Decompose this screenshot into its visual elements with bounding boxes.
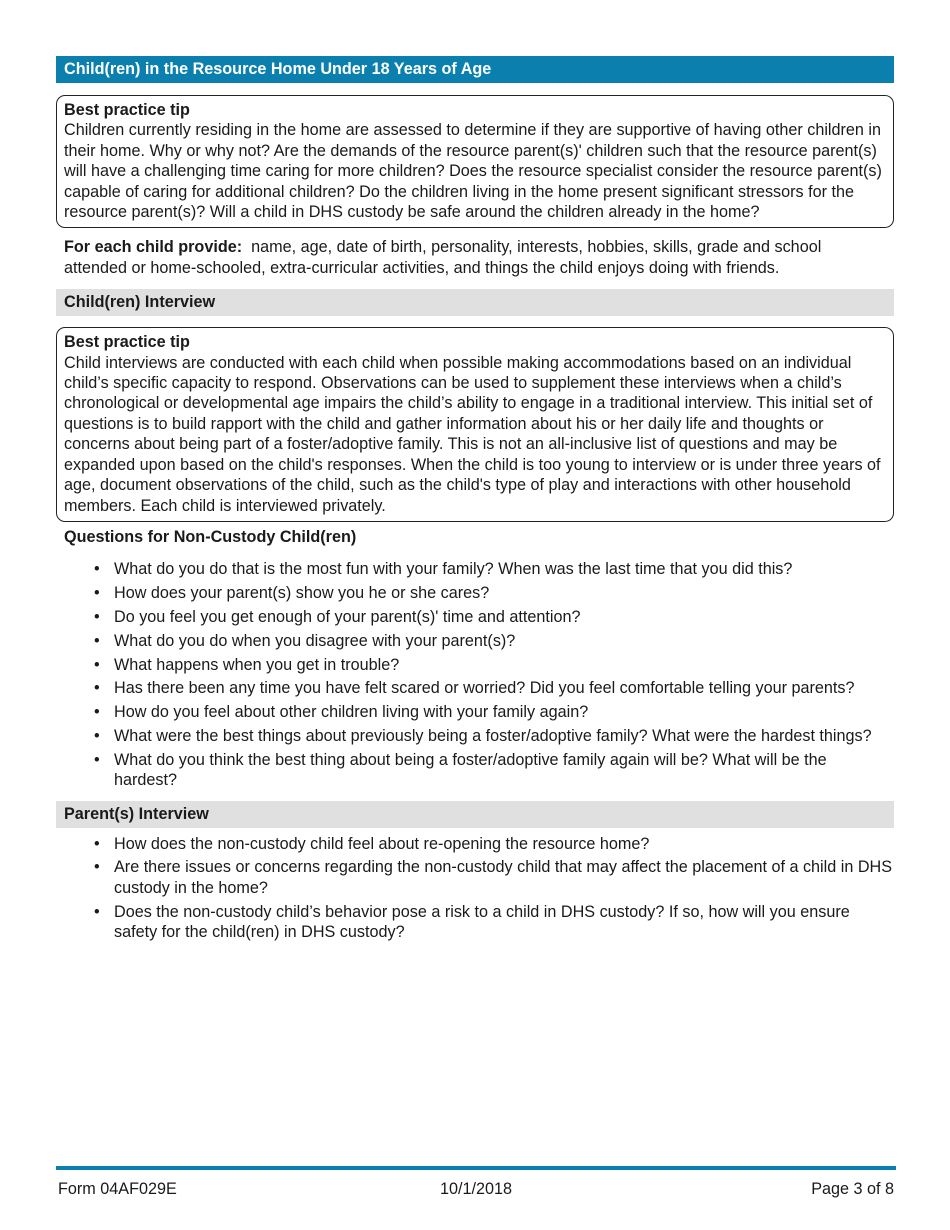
- list-item: • What do you think the best thing about being a foster/adoptive family again will be? What will be the hardest?: [94, 750, 827, 790]
- provide-paragraph: [56, 237, 894, 278]
- provide-label: For each child provide:: [64, 238, 243, 257]
- list-item: • What do you do that is the most fun with your family? When was the last time that you did this?: [94, 560, 793, 579]
- bullet: •: [94, 655, 100, 674]
- bullet: •: [94, 726, 100, 745]
- page-footer: [58, 1179, 894, 1199]
- bullet: •: [94, 679, 100, 698]
- document-page: [56, 56, 894, 946]
- bullet: •: [94, 607, 100, 626]
- list-item: • How does the non-custody child feel about re-opening the resource home?: [94, 834, 650, 853]
- bullet: •: [94, 584, 100, 603]
- provide-text: name, age, date of birth, personality, interests, hobbies, skills, grade and school attended or home-schooled, extra-curricular activities, and things the child enjoys doing with friends.: [64, 238, 822, 277]
- bullet: •: [94, 834, 100, 853]
- bullet: •: [94, 703, 100, 722]
- parents-interview-header: Parent(s) Interview: [56, 801, 894, 828]
- footer-form-number: Form 04AF029E: [58, 1180, 177, 1198]
- bullet: •: [94, 631, 100, 650]
- footer-divider: [56, 1166, 896, 1170]
- list-item: • What do you do when you disagree with your parent(s)?: [94, 631, 516, 650]
- list-item: • How do you feel about other children living with your family again?: [94, 703, 589, 722]
- tip-title: Best practice tip: [64, 333, 190, 352]
- footer-page-number: Page 3 of 8: [811, 1180, 895, 1198]
- noncustody-questions-heading: Questions for Non-Custody Child(ren): [64, 527, 357, 546]
- tip-text: Child interviews are conducted with each child when possible making accommodations based on an individual child’s specific capacity to respond. Observations can be used to supplement these interviews when a child’s chronological or developmental age impairs the child’s ability to engage in a traditional interview. This initial set of questions is to build rapport with the child and gather information about his or her daily life and thoughts or concerns about being part of a foster/adoptive family. This is not an all-inclusive list of questions and may be expanded upon based on the child's responses. When the child is too young to interview or is under three years of age, document observations of the child, such as the child's type of play and interactions with other household members. Each child is interviewed privately.: [64, 353, 881, 515]
- bullet: •: [94, 750, 100, 769]
- bullet: •: [94, 858, 100, 877]
- list-item: • Does the non-custody child’s behavior pose a risk to a child in DHS custody? If so, how will you ensure safety for the child(ren) in DHS custody?: [94, 902, 850, 941]
- footer-date: 10/1/2018: [440, 1180, 513, 1198]
- child-interview-header: Child(ren) Interview: [56, 289, 894, 316]
- list-item: • Do you feel you get enough of your parent(s)' time and attention?: [94, 607, 581, 626]
- bullet: •: [94, 560, 100, 579]
- list-item: • Has there been any time you have felt scared or worried? Did you feel comfortable telling your parents?: [94, 679, 855, 698]
- bullet: •: [94, 902, 100, 921]
- list-item: • How does your parent(s) show you he or she cares?: [94, 584, 490, 603]
- list-item: • What were the best things about previously being a foster/adoptive family? What were the hardest things?: [94, 726, 872, 745]
- best-practice-tip-box-2: [56, 327, 894, 522]
- best-practice-tip-box-1: [56, 95, 894, 228]
- tip-title: Best practice tip: [64, 101, 190, 119]
- noncustody-questions-list: [56, 559, 894, 790]
- main-section-header: Child(ren) in the Resource Home Under 18 Years of Age: [56, 56, 894, 83]
- list-item: • What happens when you get in trouble?: [94, 655, 400, 674]
- parents-questions-list: [56, 834, 894, 943]
- tip-text: Children currently residing in the home are assessed to determine if they are supportive of having other children in their home. Why or why not? Are the demands of the resource parent(s)' children such that the resource parent(s) will have a challenging time caring for more children? Does the resource specialist consider the resource parent(s) capable of caring for additional children? Do the children living in the home present significant stressors for the resource parent(s)? Will a child in DHS custody be safe around the children already in the home?: [64, 121, 882, 222]
- list-item: • Are there issues or concerns regarding the non-custody child that may affect the placement of a child in DHS custody in the home?: [94, 858, 893, 897]
